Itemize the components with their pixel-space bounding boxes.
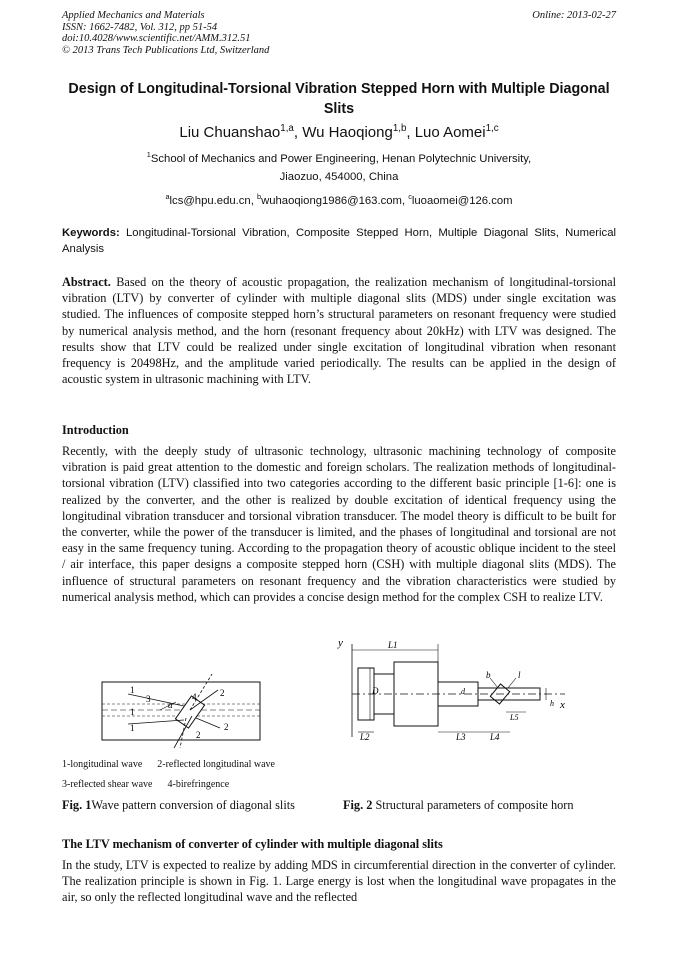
affiliation-line1: $^1$School of Mechanics and Power Engineering, Henan Polytechnic University, — [146, 150, 532, 165]
fig2-label-D: D — [372, 686, 379, 696]
fig1-label: 4 — [192, 692, 197, 702]
copyright: © 2013 Trans Tech Publications Ltd, Switzerland — [62, 44, 270, 56]
fig1-label: 2 — [224, 722, 229, 732]
figure-1-diagram — [100, 672, 270, 750]
fig2-label-L4: L4 — [490, 732, 500, 742]
fig1-caption-label: Fig. 1 — [62, 798, 92, 812]
fig2-label-L3: L3 — [456, 732, 466, 742]
section-heading-ltv-mechanism: The LTV mechanism of converter of cylinder with multiple diagonal slits — [62, 837, 443, 851]
introduction-text: Recently, with the deeply study of ultrasonic technology, ultrasonic machining technology of composite vibration is paid great attention to the domestic and foreign scholars. The realization methods of longitudinal-torsional vibration (LTV) classified into two categories according to the different basic principle [1-6]: one is realized by the converter, and the other is realized by double excitation of identical frequency using the longitudinal vibration transducer and torsional vibration transducer. The model theory is difficult to be built for the converter, while the power of the transducer is limited, and the phases of longitudinal and torsional are not easy in the same frequency tuning. According to the propagation theory of acoustic oblique incident to the steel / air interface, this paper designs a composite stepped horn (CSH) with multiple diagonal slits (MDS). The influence of structural parameters on resonant frequency and the vibration characteristics were studied by numerical analysis method, which can provides a concise design method for the complex CSH to realize LTV. — [62, 444, 616, 604]
fig1-label: 2 — [220, 688, 225, 698]
abstract — [62, 274, 616, 387]
issn: ISSN: 1662-7482, Vol. 312, pp 51-54 — [62, 21, 218, 33]
fig2-label-y: y — [338, 637, 343, 649]
fig1-legend-row2: 3-reflected shear wave 4-birefringence — [62, 779, 230, 790]
email: luoaomei@126.com — [411, 194, 513, 207]
fig2-label-L1: L1 — [388, 640, 398, 650]
paper-title: Design of Longitudinal-Torsional Vibration Stepped Horn with Multiple Diagonal Slits — [68, 81, 610, 117]
fig1-label: 1 — [130, 723, 135, 733]
doi: doi:10.4028/www.scientific.net/AMM.312.51 — [62, 33, 251, 44]
author-name: Luo Aomei — [414, 124, 486, 141]
section-heading-introduction: Introduction — [62, 423, 129, 437]
author-sup: 1,a — [280, 123, 294, 134]
fig1-label: 3 — [146, 694, 151, 704]
keywords-text: Longitudinal-Torsional Vibration, Composite Stepped Horn, Multiple Diagonal Slits, Numerical Analysis — [62, 227, 616, 255]
journal-name: Applied Mechanics and Materials — [62, 10, 205, 21]
affiliation-sup: 1 — [146, 150, 151, 159]
fig1-label: 2 — [196, 730, 201, 740]
affiliation-line2: Jiaozuo, 454000, China — [279, 171, 399, 183]
author-name: Wu Haoqiong — [302, 124, 393, 141]
figure-2-diagram — [330, 632, 570, 744]
fig2-caption: Fig. 2 Structural parameters of composite horn — [343, 798, 574, 812]
fig1-label: 1 — [130, 685, 135, 695]
keywords-label: Keywords: — [62, 227, 120, 239]
fig2-label-b: b — [486, 670, 491, 680]
abstract-text: Based on the theory of acoustic propagation, the realization mechanism of longitudinal-torsional vibration (LTV) by converter of cylinder with multiple diagonal slits (MDS) under single excitation was studied. The influences of composite stepped horn’s structural parameters on resonant frequency were studied by numerical analysis method, and the horn (resonant frequency about 20kHz) with LTV was designed. The results show that LTV could be realized under single excitation of longitudinal vibration when resonant frequency is 20498Hz, and the amplitude varied periodically. The results can be applied in the design of acoustic system in ultrasonic machining with LTV. — [62, 275, 616, 387]
fig2-label-x: x — [560, 699, 565, 711]
author-name: Liu Chuanshao — [179, 124, 281, 141]
author-sup: 1,c — [485, 123, 499, 134]
fig1-caption: Fig. 1Wave pattern conversion of diagonal slits — [62, 798, 295, 812]
online-date: Online: 2013-02-27 — [532, 10, 616, 21]
page-header — [62, 10, 616, 56]
email: wuhaoqiong1986@163.com — [261, 194, 402, 207]
abstract-label: Abstract. — [62, 275, 111, 289]
fig2-label-L2: L2 — [360, 732, 370, 742]
fig1-label: α — [168, 700, 173, 710]
fig2-label-d: d — [461, 687, 465, 696]
fig1-legend-row1: 1-longitudinal wave 2-reflected longitudinal wave — [62, 759, 275, 770]
keywords — [62, 225, 616, 257]
fig2-caption-label: Fig. 2 — [343, 798, 373, 812]
fig2-label-l: l — [518, 670, 521, 680]
section2-text: In the study, LTV is expected to realize by adding MDS in circumferential direction in the converter of cylinder. The realization principle is shown in Fig. 1. Large energy is lost when the longitudinal wave propagates in the air, so only the reflected longitudinal wave and the reflected — [62, 858, 616, 905]
fig2-label-h: h — [550, 699, 554, 708]
email: lcs@hpu.edu.cn — [169, 194, 251, 207]
diagonal-slit — [175, 696, 204, 728]
email-line: $^a$lcs@hpu.edu.cn, $^b$wuhaoqiong1986@163.com, $^c$luoaomei@126.com — [165, 192, 513, 207]
fig2-label-L5: L5 — [510, 713, 519, 722]
author-sup: 1,b — [392, 123, 407, 134]
fig1-label: 1 — [130, 707, 135, 717]
author-list: Liu Chuanshao$^{1,a}$, Wu Haoqiong$^{1,b}$, Luo Aomei$^{1,c}$ — [179, 123, 499, 141]
